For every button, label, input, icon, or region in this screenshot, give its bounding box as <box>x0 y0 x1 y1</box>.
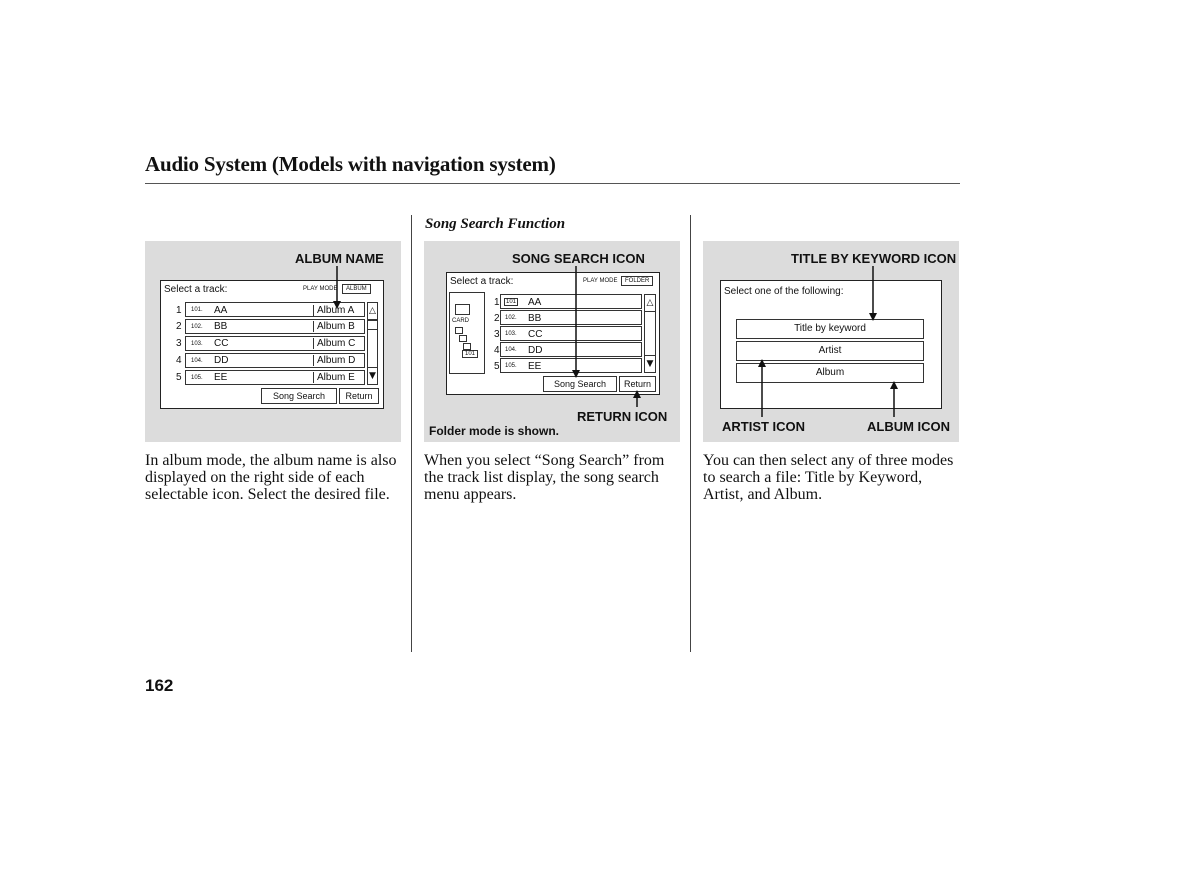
track-name: CC <box>528 329 543 340</box>
return-button[interactable]: Return <box>339 388 379 404</box>
scroll-up-icon[interactable]: △ <box>367 302 378 320</box>
track-code: 103. <box>191 341 203 347</box>
track-name: DD <box>214 355 229 366</box>
track-album-name: Album A <box>313 305 354 316</box>
return-icon-callout: RETURN ICON <box>577 409 668 424</box>
artist-button[interactable]: Artist <box>736 341 924 361</box>
track-number: 4 <box>176 355 182 366</box>
page-number: 162 <box>145 676 174 695</box>
track-name: CC <box>214 338 229 349</box>
column-divider-left <box>411 215 412 652</box>
play-mode-album-button[interactable]: ALBUM <box>342 284 371 294</box>
track-name: DD <box>528 345 543 356</box>
track-name: EE <box>528 361 542 372</box>
select-track-prompt: Select a track: <box>164 284 228 295</box>
track-album-name: Album C <box>313 338 355 349</box>
track-number: 1 <box>176 305 182 316</box>
track-row[interactable] <box>500 358 642 373</box>
track-name: AA <box>528 297 542 308</box>
track-row[interactable] <box>500 310 642 325</box>
folder-icon <box>459 335 467 342</box>
track-name: BB <box>528 313 542 324</box>
folder-icon <box>463 343 471 350</box>
return-button[interactable]: Return <box>619 376 656 392</box>
column-divider-right <box>690 215 691 652</box>
track-code: 103. <box>505 331 517 337</box>
track-code: 102. <box>191 324 203 330</box>
track-code: 101 <box>506 299 517 305</box>
select-track-prompt: Select a track: <box>450 276 514 287</box>
song-search-button[interactable]: Song Search <box>261 388 337 404</box>
track-album-name: Album B <box>313 321 355 332</box>
track-number: 1 <box>494 297 500 308</box>
track-name: AA <box>214 305 228 316</box>
album-icon-callout: ALBUM ICON <box>867 419 951 434</box>
scroll-thumb[interactable] <box>367 320 378 330</box>
title-rule <box>145 183 960 184</box>
play-mode-label: PLAY MODE <box>583 278 618 284</box>
card-label: CARD <box>452 318 470 324</box>
artist-icon-callout: ARTIST ICON <box>722 419 806 434</box>
play-mode-label: PLAY MODE <box>303 286 338 292</box>
album-mode-description: In album mode, the album name is also displayed on the right side of each selectable icon. Select the desired file. <box>145 452 397 503</box>
section-heading: Song Search Function <box>425 216 566 232</box>
track-number: 5 <box>494 361 500 372</box>
track-code: 101. <box>191 307 203 313</box>
scroll-down-icon[interactable]: ▼ <box>367 367 378 385</box>
track-number: 3 <box>494 329 500 340</box>
song-search-icon-callout: SONG SEARCH ICON <box>512 251 645 266</box>
folder-mode-caption: Folder mode is shown. <box>429 424 560 438</box>
track-code: 105. <box>191 375 203 381</box>
album-name-callout: ALBUM NAME <box>295 251 384 266</box>
track-name: EE <box>214 372 228 383</box>
track-code: 105. <box>505 363 517 369</box>
track-number: 2 <box>176 321 182 332</box>
track-code: 104. <box>505 347 517 353</box>
track-number: 2 <box>494 313 500 324</box>
track-album-name: Album E <box>313 372 355 383</box>
track-code: 102. <box>505 315 517 321</box>
track-number: 4 <box>494 345 500 356</box>
folder-icon <box>455 327 463 334</box>
track-row[interactable] <box>500 342 642 357</box>
track-album-name: Album D <box>313 355 355 366</box>
page-title: Audio System (Models with navigation system) <box>145 152 556 176</box>
song-search-description: When you select “Song Search” from the track list display, the song search menu appears. <box>424 452 665 503</box>
search-mode-description: You can then select any of three modes to search a file: Title by Keyword, Artist, and Album. <box>703 452 954 503</box>
track-row[interactable] <box>500 326 642 341</box>
album-button[interactable]: Album <box>736 363 924 383</box>
track-name: BB <box>214 321 228 332</box>
scroll-down-icon[interactable]: ▼ <box>644 355 656 373</box>
scroll-up-icon[interactable]: △ <box>644 294 656 312</box>
folder-up-icon[interactable] <box>455 304 470 315</box>
title-by-keyword-callout: TITLE BY KEYWORD ICON <box>791 251 957 266</box>
play-mode-folder-button[interactable]: FOLDER <box>621 276 653 286</box>
select-mode-prompt: Select one of the following: <box>724 286 844 297</box>
song-search-button[interactable]: Song Search <box>543 376 617 392</box>
track-row[interactable] <box>500 294 642 309</box>
title-by-keyword-button[interactable]: Title by keyword <box>736 319 924 339</box>
track-number: 3 <box>176 338 182 349</box>
folder-101[interactable]: 101 <box>462 350 478 358</box>
track-number: 5 <box>176 372 182 383</box>
track-code: 104. <box>191 358 203 364</box>
